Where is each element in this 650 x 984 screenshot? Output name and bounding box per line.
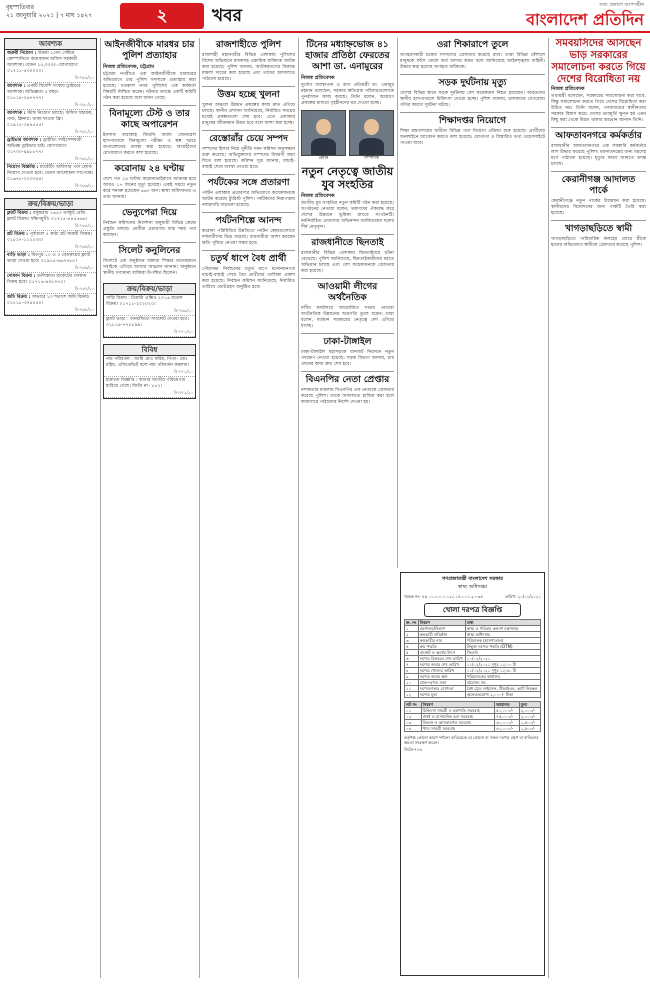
lead-headline: সমবয়সিদের আসছেন ভাড় সরকারের সমালোচনা করতে গিয়ে দেশের বিরোধিতা নয় (551, 38, 646, 85)
table-row: ০১ চিকিৎসা সামগ্রী ও যন্ত্রপাতি সরবরাহ ৫০,০০০/- ২,০০০/- (405, 708, 541, 714)
story-byline: নিজস্ব প্রতিবেদক (301, 193, 335, 199)
table-row: ০৩ লিনেন ও আসবাবপত্র সরবরাহ ৩০,০০০/- ১,৫০০/- (405, 720, 541, 726)
story-body: ইনসাফ বারাকাহ কিডনি অ্যান্ড জেনারেল হাসপাতালে বিনামূল্যে পরীক্ষা ও স্বল্প খরচে অপারেশনের ব্যবস্থা করা হয়েছে। আগ্রহীদের যোগাযোগ করতে বলা হয়েছে। (103, 133, 196, 156)
story-body: রাজধানীর বিভিন্ন এলাকায় ছিনতাইয়ের ঘটনা বেড়েছে। পুলিশ জানিয়েছে, ছিনতাইকারীদের ধরতে অভিযান চলছে এবং বেশ কয়েকজনকে গ্রেফতার করা হয়েছে। (301, 251, 394, 274)
notice-org: গণপ্রজাতন্ত্রী বাংলাদেশ সরকার (442, 576, 503, 582)
news-story (202, 134, 295, 171)
brand-name: বাংলাদেশ প্রতিদিন (526, 10, 644, 29)
brand-logo (514, 2, 644, 30)
news-story (103, 208, 196, 239)
story-body: তথ্যমন্ত্রী বলেছেন, সরকারের সমালোচনা করা যাবে, কিন্তু সমালোচনা করতে গিয়ে দেশের বিরোধিতা করা উচিত নয়। তিনি বলেন, গণমাধ্যমের স্বাধীনতায় সরকার বিশ্বাস করে। দেশের ভাবমূর্তি ক্ষুণ্ন হয় এমন কিছু করা থেকে বিরত থাকার আহ্বান জানান তিনি। (551, 94, 646, 123)
table-row: ৪ ক্রয় পদ্ধতি উন্মুক্ত দরপত্র পদ্ধতি (OTM) (405, 644, 541, 650)
story-headline: পর্যটনশিল্পে আনন্দ (215, 216, 282, 226)
classified-ad: ফ্ল্যাট বিক্রয় : বসুন্ধরায় ১৬৫০ বর্গফুট রেডি ফ্ল্যাট বিক্রয়। দক্ষিণমুখী। ০১৭১৫-৪৪৫৫৬৬। বি-৭৬৪/২০ (5, 210, 96, 231)
news-story (202, 90, 295, 127)
story-byline: নিজস্ব প্রতিবেদক, চট্টগ্রাম (103, 64, 154, 70)
story-body: রাজধানীর আফতাবনগরে এক সরকারি কর্মকর্তার লাশ উদ্ধার করেছে পুলিশ। ময়নাতদন্তের জন্য মরদেহ মর্গে পাঠানো হয়েছে। মৃত্যুর কারণ জানতে তদন্ত চলছে। (551, 144, 646, 167)
story-divider (202, 86, 295, 87)
classified-ad: আবশ্যক : স্টাফ নিয়োগ চলছে। অফিস সহায়ক, গার্ড, ক্লিনার। থাকা-খাওয়া ফ্রি। ০১৯১২-৩৪৪৫৫৫। বি-৭৬১/২০ (5, 110, 96, 137)
story-body: দেশে গত ২৪ ঘণ্টায় করোনাভাইরাসে আক্রান্ত হয়ে আরও ১৭ জনের মৃত্যু হয়েছে। একই সময়ে নতুন করে শনাক্ত হয়েছেন ৬৬০ জন। স্বাস্থ্য অধিদফতর এ তথ্য জানায়। (103, 177, 196, 200)
news-story (400, 78, 545, 109)
page-header (0, 0, 650, 34)
story-divider (202, 250, 295, 251)
story-divider (301, 234, 394, 235)
table-row: ২ ক্রয়কারী প্রতিষ্ঠান স্বাস্থ্য অধিদপ্তর (405, 632, 541, 638)
notice-footer: কর্তৃপক্ষ কোনো কারণ দর্শানো ব্যতিরেকে যে কোনো বা সকল দরপত্র গ্রহণ বা বাতিলের ক্ষমতা সংরক্ষণ করেন। (404, 735, 539, 745)
portrait-photo (349, 110, 394, 156)
column-divider (397, 38, 398, 568)
news-story (202, 254, 295, 291)
news-story (301, 40, 394, 107)
portrait-caption: সম্পাদক (363, 156, 379, 161)
table-row: ১০ প্রাক-দরপত্র সভা প্রযোজ্য নয় (405, 680, 541, 686)
news-story (551, 131, 646, 168)
story-headline: শিক্ষাদপ্তর নিয়োগে (439, 116, 506, 126)
column-divider (100, 38, 101, 978)
table-row: ০৪ খাদ্য সামগ্রী সরবরাহ ৪০,০০০/- ১,৫০০/- (405, 726, 541, 732)
notice-title: খোলা দরপত্র বিজ্ঞপ্তি (424, 603, 521, 617)
classified-ad: জমি বিক্রয় : সাভারে ১০ শতাংশ জমি বিক্রয়। ০১৮১৮-৩০৪০৫০। বি-৭৬৮/২০ (5, 294, 96, 315)
story-byline: নিজস্ব প্রতিবেদক (301, 75, 335, 81)
portrait (301, 110, 346, 162)
story-headline: বিএনপির নেতা প্রেপ্তার (305, 375, 390, 385)
news-column-4 (301, 38, 394, 978)
story-headline: নতুন নেতৃত্বে জাতীয় যুব সংহতির (301, 165, 394, 191)
table-row: ১২ দরপত্র মূল্য অফেরতযোগ্য ২,০০০/- টাকা (405, 692, 541, 698)
news-story (301, 375, 394, 406)
story-body: অপহরণকারী চক্রের সদস্যদের গ্রেফতার করেছে র‍্যাব। তারা বিভিন্ন কৌশলে মানুষকে ফাঁদে ফেলে অর্থ আদায় করত বলে জানিয়েছে আইনশৃঙ্খলা বাহিনী। উদ্ধার করা হয়েছে অপহৃত ব্যক্তিকে। (400, 53, 545, 70)
story-body: শিক্ষা মন্ত্রণালয়ের অধীনে বিভিন্ন পদে নিয়োগ প্রক্রিয়া শুরু হয়েছে। প্রার্থীদের অনলাইনে আবেদন করতে বলা হয়েছে। যোগ্যতা ও বিস্তারিত তথ্য ওয়েবসাইটে পাওয়া যাবে। (400, 129, 545, 146)
news-column-5 (400, 38, 545, 566)
story-headline: কেরানীগঞ্জ আদালত পার্কে (561, 175, 636, 196)
issue-day: বৃহস্পতিবার (6, 4, 34, 11)
story-divider (202, 174, 295, 175)
news-story (202, 40, 295, 83)
story-body: দুর্যোগ ব্যবস্থাপনা ও ত্রাণ প্রতিমন্ত্রী ডা. এনামুর রহমান বলেছেন, সরকার ক্ষতিগ্রস্ত পরিবারগুলোকে পুনর্বাসনে কাজ করছে। তিনি বলেন, আশ্রয়ণ প্রকল্পের মাধ্যমে গৃহহীনদের ঘর দেওয়া হচ্ছে। (301, 83, 394, 106)
story-headline: আওয়ামী লীগের অর্থনৈতিক (317, 282, 378, 303)
story-divider (103, 105, 196, 106)
table-row: ৩ ক্রয়কারীর নাম পরিচালক (হাসপাতাল) (405, 638, 541, 644)
table-row: ০২ ঔষধ ও রাসায়নিক দ্রব্য সরবরাহ ৭৫,০০০/- ২,০০০/- (405, 714, 541, 720)
classified-ad: বাড়ি ভাড়া : মিরপুর ১০ এ ৩ বেডরুমের ফ্ল্যাট ভাড়া দেওয়া হবে। ০১৯১৫-৬৬৭৭৮৮। বি-৭৬৬/২০ (5, 252, 96, 273)
classifieds-column (4, 38, 97, 978)
news-story (301, 165, 394, 231)
story-byline: নিজস্ব প্রতিবেদক (551, 86, 585, 92)
tender-notice (400, 572, 545, 976)
news-story (301, 238, 394, 275)
story-divider (103, 160, 196, 161)
classified-ad: প্লট বিক্রয় : পূর্বাচলে ৫ কাঠা প্লট জরুরী বিক্রয়। ০১৮১৭-১১২২৩৩। বি-৭৬৫/২০ (5, 231, 96, 252)
news-story (301, 337, 394, 368)
notice-memo: স্মারক নং- ৪৫.০১.০০০০.১২০.১৪.০০১.২০-৩৪ (404, 594, 483, 599)
news-column-2 (103, 38, 196, 978)
news-story (400, 116, 545, 147)
portrait (349, 110, 394, 162)
classified-ad: গাড়ি বিক্রয় : টয়োটা এক্সিও ২০১৬ মডেল বিক্রয়। ০১৭১১-২০২০২০। বি-৭৬৯/২০ (104, 295, 195, 316)
story-headline: খাগড়াছড়িতে স্বামী (564, 224, 633, 234)
classified-title: ক্রয়/বিক্রয়/ভাড়া (104, 284, 195, 295)
notice-meta (404, 594, 541, 601)
notice-date: তারিখ: ২০/০১/২০২১ (504, 594, 541, 599)
notice-code: জিডি-৭৭৪ (404, 747, 423, 752)
classified-ad: জরুরী নিয়োগ : উত্তরা ১০নং সেক্টরে কোম্পানিতে কয়েকজন অফিস সহকারী আবশ্যক। বেতন ১৫,০০০/- যোগাযোগ: ০১৭১১-৫৩০০০০। বি-৭৫৯/২০ (5, 50, 96, 83)
news-story (551, 224, 646, 249)
lot-table (404, 701, 541, 732)
table-header: ক্র. নং (406, 620, 417, 625)
story-headline: রাজধানীতে ছিনতাই (311, 238, 384, 248)
story-headline: রেস্তোরাঁর চেয়ে সম্পদ (209, 134, 288, 144)
story-body: কেরানীগঞ্জে নতুন পার্কের উদ্বোধন করা হয়েছে। স্থানীয়দের বিনোদনের জন্য পার্কটি তৈরি করা হয়েছে। (551, 199, 646, 216)
story-headline: সড়ক দুর্ঘটনায় মৃত্যু (438, 78, 507, 88)
news-story (202, 178, 295, 209)
story-divider (400, 112, 545, 113)
column-divider (548, 38, 549, 978)
story-body: নাশকতার মামলায় বিএনপির এক নেতাকে গ্রেফতার করেছে পুলিশ। তাকে আদালতে হাজির করা হলে কারাগারে পাঠানোর নির্দেশ দেওয়া হয়। (301, 388, 394, 405)
classified-ad: হারানো বিজ্ঞপ্তি : আমার জাতীয় পরিচয়পত্র হারিয়ে গেছে। জিডি নং- ৮৮২। বি-৭৭২/২০ (104, 377, 195, 398)
story-body: সম্পদের হিসাব নিয়ে দুর্নীতি দমন কমিশন অনুসন্ধান শুরু করেছে। অভিযুক্তদের সম্পদের বিবরণী জমা দিতে বলা হয়েছে। কমিশন সূত্র জানায়, যাচাই-বাছাই শেষে ব্যবস্থা নেওয়া হবে। (202, 147, 295, 170)
table-header: মূল্য (519, 702, 540, 708)
story-headline: করোনায় ২৪ ঘণ্টায় (114, 164, 185, 174)
story-divider (301, 278, 394, 279)
table-row: ৬ দরপত্র বিক্রয়ের শেষ তারিখ ১০/০২/২০২১ (405, 656, 541, 662)
column-divider (199, 38, 200, 978)
story-divider (103, 204, 196, 205)
story-divider (301, 371, 394, 372)
news-column-6 (551, 38, 646, 978)
story-body: জাতীয় যুব সংহতির নতুন কমিটি গঠন করা হয়েছে। সংগঠনের নেতারা বলেন, তরুণদের ঐক্যবদ্ধ করে দেশের উন্নয়নে ভূমিকা রাখবে সংগঠনটি। নবনির্বাচিত নেতাদের অভিনন্দন জানিয়েছেন দলের শীর্ষ নেতৃবৃন্দ। (301, 201, 394, 230)
news-story (301, 282, 394, 330)
table-row: ৭ দরপত্র জমার শেষ তারিখ ১১/০২/২০২১ দুপুর ১২:০০ টা (405, 662, 541, 668)
story-body: ঢাকা-টাঙ্গাইল মহাসড়কে যানজট নিরসনে নতুন পদক্ষেপ নেওয়া হয়েছে। সড়ক বিভাগ জানায়, চার লেনের কাজ দ্রুত শেষ হবে। (301, 350, 394, 367)
classified-title: ক্রয়/বিক্রয়/ভাড়া (5, 199, 96, 210)
table-row: ৯ দরপত্র জমার স্থান পরিচালকের কার্যালয় (405, 674, 541, 680)
news-story (400, 40, 545, 71)
story-body: খাগড়াছড়িতে পারিবারিক কলহের জেরে স্ত্রীকে হত্যার অভিযোগে স্বামীকে গ্রেফতার করেছে পুলিশ। (551, 237, 646, 248)
lead-story (551, 38, 646, 124)
story-divider (551, 220, 646, 221)
table-header: বিবরণ (421, 702, 494, 708)
story-divider (551, 127, 646, 128)
story-headline: পর্যটকের সঙ্গে প্রতারণা (207, 178, 290, 188)
story-body: চট্টগ্রাম নগরীতে এক আইনজীবীকে মারধরের অভিযোগে চার পুলিশ সদস্যকে প্রত্যাহার করা হয়েছে। গতকাল নগর পুলিশের এক কর্মকর্তা বিষয়টি নিশ্চিত করেন। ঘটনার তদন্তে একটি কমিটি গঠন করা হয়েছে বলে জানা গেছে। (103, 72, 196, 101)
news-story (103, 164, 196, 201)
story-headline: রাজশাহীতে পুলিশ (215, 40, 282, 50)
story-divider (400, 74, 545, 75)
news-story (103, 40, 196, 102)
news-story (103, 246, 196, 277)
story-body: দেশের বিভিন্ন স্থানে সড়ক দুর্ঘটনায় বেশ কয়েকজন নিহত হয়েছেন। আহতদের স্থানীয় হাসপাতালে চিকিৎসা দেওয়া হচ্ছে। পুলিশ জানায়, চালকদের বেপরোয়া গতির কারণে দুর্ঘটনা ঘটছে। (400, 91, 545, 108)
issue-full-date: ২১ জানুয়ারি ২০২১ | ৭ মাঘ ১৪২৭ (6, 12, 93, 19)
classified-ad: দোকান বিক্রয় : গুলিস্তানে মার্কেটের দোকান বিক্রয় হবে। ০১৭১৬-৯০৮০৭০। বি-৭৬৭/২০ (5, 273, 96, 294)
portrait-caption: প্রধান (318, 156, 329, 161)
story-divider (301, 333, 394, 334)
table-header: তথ্য (465, 620, 540, 626)
story-body: করোনা পরিস্থিতির উন্নতিতে পর্যটন কেন্দ্রগুলোতে দর্শনার্থীদের ভিড় বাড়ছে। ব্যবসায়ীরা আশা করছেন ক্ষতি পুষিয়ে নেওয়া সম্ভব হবে। (202, 229, 295, 246)
header-divider (0, 31, 650, 33)
classified-title: বিবিধ (104, 345, 195, 356)
classified-box-misc (103, 344, 196, 399)
section-name: খবর (212, 6, 242, 26)
news-story (103, 109, 196, 157)
story-body: খুলনা অঞ্চলে উন্নয়ন প্রকল্পের কাজ দ্রুত এগিয়ে চলছে। স্থানীয় প্রশাসন জানিয়েছে, নির্ধারিত সময়ের মধ্যেই প্রকল্পগুলো শেষ হবে। এতে এলাকার মানুষের জীবনমান উন্নত হবে বলে আশা করা হচ্ছে। (202, 103, 295, 126)
table-row: ৮ দরপত্র খোলার তারিখ ১১/০২/২০২১ দুপুর ১২:৩০ টা (405, 668, 541, 674)
classified-box-jobs (4, 38, 97, 192)
story-divider (202, 212, 295, 213)
classified-ad: ফ্ল্যাট ভাড়া : ধানমন্ডিতে সাবলেট দেওয়া হবে। ০১৮১৯-৭৭৮৮৯৯। বি-৭৭০/২০ (104, 316, 195, 337)
story-divider (103, 242, 196, 243)
story-body: পর্যটন এলাকায় প্রতারণার অভিযোগে কয়েকজনকে আটক করেছে ট্যুরিস্ট পুলিশ। পর্যটকদের নিরাপত্তায় নজরদারি বাড়ানো হয়েছে। (202, 191, 295, 208)
story-body: রাজশাহী মহানগরীর বিভিন্ন এলাকায় পুলিশের বিশেষ অভিযানে মাদকসহ একাধিক ব্যক্তিকে আটক করা হয়েছে। পুলিশ জানায়, আটককৃতদের বিরুদ্ধে মামলা দায়ের করা হয়েছে এবং তাদের আদালতে পাঠানো হয়েছে। (202, 53, 295, 82)
classified-ad: আবশ্যক : একটি বিদেশি সংস্থায় ড্রাইভার আবশ্যক। অভিজ্ঞতা ৫ বছর। ০১৮১৯-২৬৭৭৭৭। বি-৭৬০/২০ (5, 83, 96, 110)
notice-dept: স্বাস্থ্য অধিদপ্তর (458, 584, 487, 590)
table-row: ৫ বাজেট ও অর্থের উৎস জিওবি (405, 650, 541, 656)
story-headline: টিনের মধ্যাহ্নভোজ ৪১ হাজার প্রতিষ্ঠা ফেরতের আশা ডা. এনামুরের (305, 40, 390, 72)
story-body: নির্বাচন কমিশনের নির্দেশনা অনুযায়ী বিভিন্ন কেন্দ্রে প্রস্তুতি চলছে। প্রার্থীরা প্রচারণায় ব্যস্ত সময় পার করছেন। (103, 221, 196, 238)
table-row: ১১ দরপত্রদাতার যোগ্যতা বৈধ ট্রেড লাইসেন্স, টিআইএন, ভ্যাট নিবন্ধন (405, 686, 541, 692)
news-story (551, 175, 646, 217)
portrait-pair (301, 110, 394, 162)
story-headline: ওরা শিকারাপে তুলে (436, 40, 509, 50)
story-body: পৌরসভা নির্বাচনের চতুর্থ ধাপে মনোনয়নপত্র যাচাই-বাছাই শেষে বৈধ প্রার্থীদের তালিকা প্রকাশ করা হয়েছে। নির্বাচন কমিশন জানিয়েছে, নির্ধারিত তারিখে ভোটগ্রহণ অনুষ্ঠিত হবে। (202, 267, 295, 290)
tender-table (404, 619, 541, 698)
story-headline: চতুর্থ ধাপে বৈধ প্রার্থী (210, 254, 287, 264)
table-row: ১ মন্ত্রণালয়/বিভাগ স্বাস্থ্য ও পরিবার কল্যাণ মন্ত্রণালয় (405, 626, 541, 632)
news-story (202, 216, 295, 247)
classified-ad: ড্রাইভার আবশ্যক : ড্রাইভিং লাইসেন্সধারী অভিজ্ঞ ড্রাইভার চাই। যোগাযোগ: ০১৭৩০-৯৯৮৮৭৭। বি-৭৬২/২০ (5, 137, 96, 164)
classified-ad: নাম পরিবর্তন : আমি মোঃ করিম, পিতা- মোঃ রহিম, এফিডেভিট বলে নাম পরিবর্তন করলাম। বি-৭৭১/২০ (104, 356, 195, 377)
table-header: লট নং (405, 702, 422, 708)
column-divider (298, 38, 299, 978)
classified-ad: নিয়োগ বিজ্ঞপ্তি : মার্কেটিং অফিসার পদে লোক নিয়োগ দেওয়া হবে। বেতন আলোচনা সাপেক্ষে। ০১৬৭৮-২২৩৩৪৪। বি-৭৬৩/২০ (5, 164, 96, 191)
story-body: সিলেটে এক অনুষ্ঠানে বক্তারা শিক্ষার মানোন্নয়নে সবাইকে এগিয়ে আসার আহ্বান জানান। অনুষ্ঠানে স্থানীয় গণ্যমান্য ব্যক্তিরা উপস্থিত ছিলেন। (103, 259, 196, 276)
table-header: বিবরণ (418, 620, 465, 626)
story-body: দলীয় কার্যালয়ে আয়োজিত সভায় নেতারা অর্থনৈতিক উন্নয়নের অগ্রগতি তুলে ধরেন। তারা বলেন, বর্তমান সরকারের নেতৃত্বে দেশ এগিয়ে যাচ্ছে। (301, 306, 394, 329)
story-divider (202, 130, 295, 131)
story-headline: ভেন্যুপেরা দিয়ে (122, 208, 177, 218)
portrait-photo (301, 110, 346, 156)
classified-box-sale (103, 283, 196, 338)
issue-date (6, 4, 92, 20)
story-headline: ঢাকা-টাঙ্গাইল (323, 337, 372, 347)
page-number: ২ (120, 3, 204, 29)
classified-box-sale (4, 198, 97, 316)
story-headline: উত্তম হচ্ছে খুলনা (217, 90, 280, 100)
classified-title: আবশ্যক (5, 39, 96, 50)
story-divider (551, 171, 646, 172)
story-headline: আইনজীবীকে মারধর চার পুলিশ প্রত্যাহার (104, 40, 195, 61)
story-headline: সিলেট কনুলিনের (118, 246, 181, 256)
story-headline: আফতাবনগরে কর্মকর্তার (555, 131, 642, 141)
brand-tagline: সত্য প্রকাশে আপসহীন (599, 2, 644, 8)
news-column-3 (202, 38, 295, 978)
story-headline: বিনামূল্যে টেস্ট ও তার কাছে অপারেশন (109, 109, 190, 130)
table-header: জামানত (495, 702, 520, 708)
